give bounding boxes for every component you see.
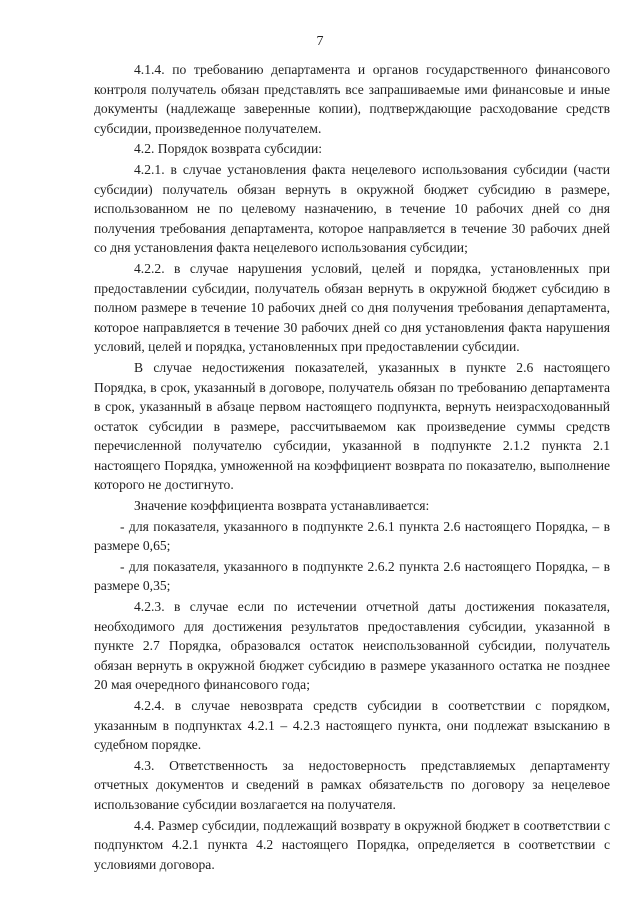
page-number: 7 bbox=[316, 34, 324, 49]
paragraph-4-4: 4.4. Размер субсидии, подлежащий возврату в окружной бюджет в соответствии с подпунктом 4.2.1 пункта 4.2 настоящего Порядка, определяется в соответствии с условиями договора. bbox=[94, 817, 610, 872]
paragraph-4-2-1: 4.2.1. в случае установления факта нецелевого использования субсидии (части субсидии) получатель обязан вернуть в окружной бюджет субсидию в размере, использованном не по целевому назначению, в течение 10 рабочих дней со дня получения требования департамента, которое направляется в течение 30 рабочих дней со дня установления факта нецелевого использования субсидии; bbox=[94, 161, 610, 256]
coefficient-item-2-6-2: - для показателя, указанного в подпункте 2.6.2 пункта 2.6 настоящего Порядка, – в размере 0,35; bbox=[94, 558, 610, 594]
paragraph-4-3: 4.3. Ответственность за недостоверность представляемых департаменту отчетных документов и сведений в рамках обязательств по договору за нецелевое использование субсидии возлагается на получателя. bbox=[94, 757, 610, 812]
paragraph-4-1-4: 4.1.4. по требованию департамента и органов государственного финансового контроля получатель обязан представлять все запрашиваемые ими финансовые и иные документы (надлежаще заверенные копии), подтверждающие расходование средств субсидии, произведенное получателем. bbox=[94, 62, 610, 136]
document-body bbox=[94, 60, 610, 874]
paragraph-indicators: В случае недостижения показателей, указанных в пункте 2.6 настоящего Порядка, в срок, указанный в договоре, получатель обязан по требованию департамента в срок, указанный в абзаце первом настоящего подпункта, вернуть неизрасходованный остаток субсидии в размере, рассчитываемом как произведение суммы средств перечисленной получателю субсидии, указанной в подпункте 2.1.2 пункта 2.1 настоящего Порядка, умноженной на коэффициент возврата по показателю, выполнение которого не достигнуто. bbox=[94, 359, 610, 493]
coefficient-item-2-6-1: - для показателя, указанного в подпункте 2.6.1 пункта 2.6 настоящего Порядка, – в размере 0,65; bbox=[94, 518, 610, 554]
paragraph-4-2-2: 4.2.2. в случае нарушения условий, целей и порядка, установленных при предоставлении субсидии, получатель обязан вернуть в окружной бюджет субсидию в полном размере в течение 10 рабочих дней со дня получения требования департамента, которое направляется в течение 30 рабочих дней со дня установления факта нарушения условий, целей и порядка, установленных при предоставлении субсидии. bbox=[94, 260, 610, 355]
paragraph-4-2: 4.2. Порядок возврата субсидии: bbox=[134, 141, 323, 157]
paragraph-4-2-3: 4.2.3. в случае если по истечении отчетной даты достижения показателя, необходимого для достижения результатов предоставления субсидии, указанной в пункте 2.7 Порядка, образовался остаток неиспользованной субсидии, получатель обязан вернуть в окружной бюджет субсидию в размере указанного остатка не позднее 20 мая очередного финансового года; bbox=[94, 599, 610, 693]
paragraph-4-2-4: 4.2.4. в случае невозврата средств субсидии в соответствии с порядком, указанным в подпунктах 4.2.1 – 4.2.3 настоящего пункта, они подлежат взысканию в судебном порядке. bbox=[94, 698, 610, 753]
paragraph-coefficient-intro: Значение коэффициента возврата устанавливается: bbox=[134, 498, 430, 514]
